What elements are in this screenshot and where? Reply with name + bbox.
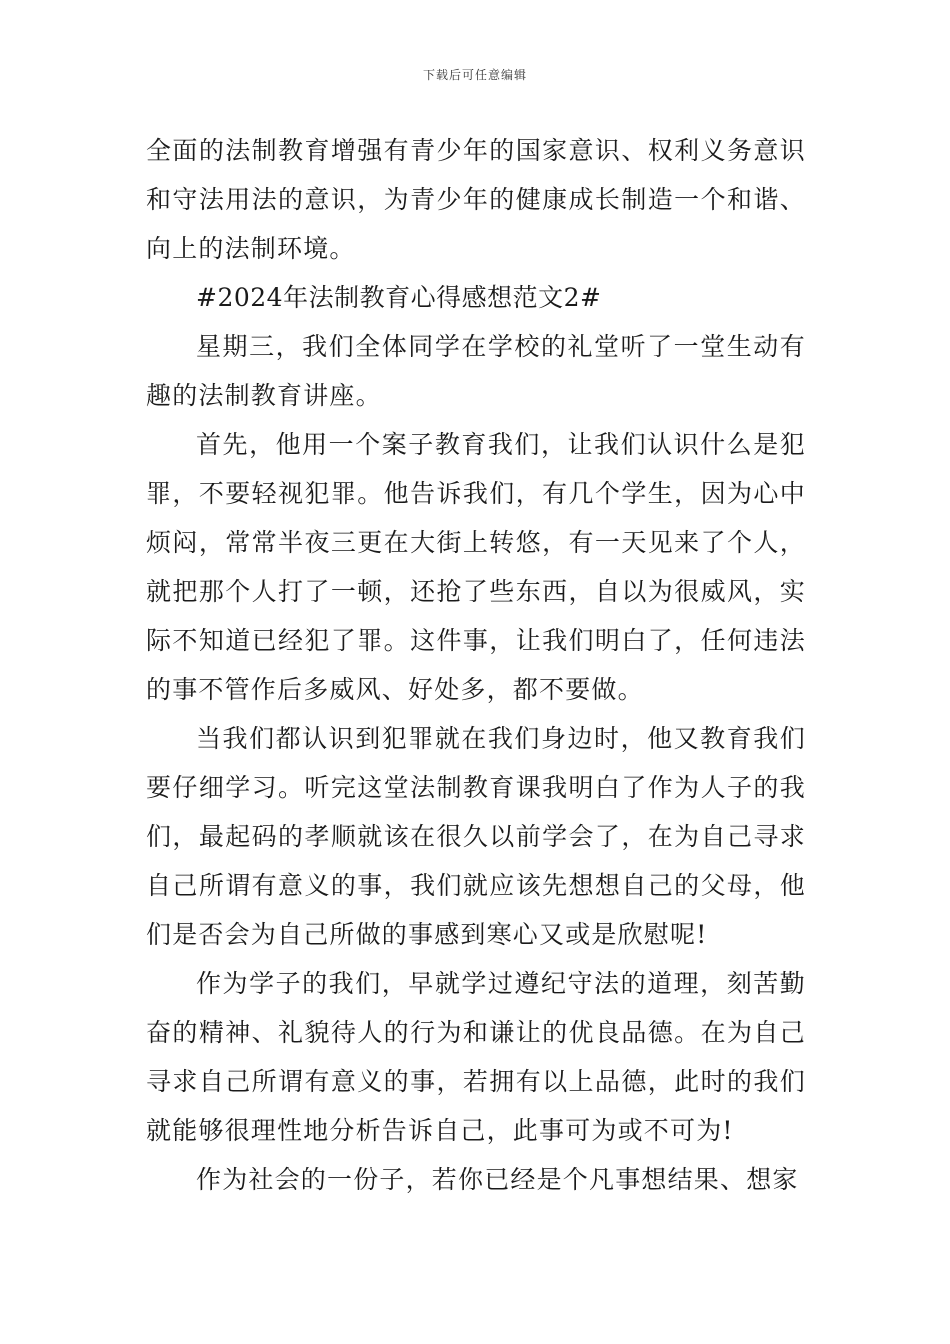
paragraph: 当我们都认识到犯罪就在我们身边时，他又教育我们要仔细学习。听完这堂法制教育课我明白了作为人子的我们，最起码的孝顺就该在很久以前学会了，在为自己寻求自己所谓有意义的事，我们就应该先想想自己的父母，他们是否会为自己所做的事感到寒心又或是欣慰呢!: [146, 724, 806, 949]
paragraph-continuation: 全面的法制教育增强有青少年的国家意识、权利义务意识和守法用法的意识，为青少年的健康成长制造一个和谐、向上的法制环境。: [146, 136, 806, 263]
paragraph-truncated: 作为社会的一份子，若你已经是个凡事想结果、想家: [196, 1165, 799, 1194]
paragraph: 作为学子的我们，早就学过遵纪守法的道理，刻苦勤奋的精神、礼貌待人的行为和谦让的优良品德。在为自己寻求自己所谓有意义的事，若拥有以上品德，此时的我们就能够很理性地分析告诉自己，此事可为或不可为!: [146, 969, 806, 1145]
page-header: 下载后可任意编辑: [422, 68, 527, 82]
document-body: [146, 126, 806, 1204]
paragraph: 首先，他用一个案子教育我们，让我们认识什么是犯罪，不要轻视犯罪。他告诉我们，有几个学生，因为心中烦闷，常常半夜三更在大街上转悠，有一天见来了个人，就把那个人打了一顿，还抢了些东西，自以为很威风，实际不知道已经犯了罪。这件事，让我们明白了，任何违法的事不管作后多威风、好处多，都不要做。: [146, 430, 806, 704]
paragraph: 星期三，我们全体同学在学校的礼堂听了一堂生动有趣的法制教育讲座。: [146, 332, 806, 410]
section-heading: #2024年法制教育心得感想范文2#: [196, 283, 602, 312]
